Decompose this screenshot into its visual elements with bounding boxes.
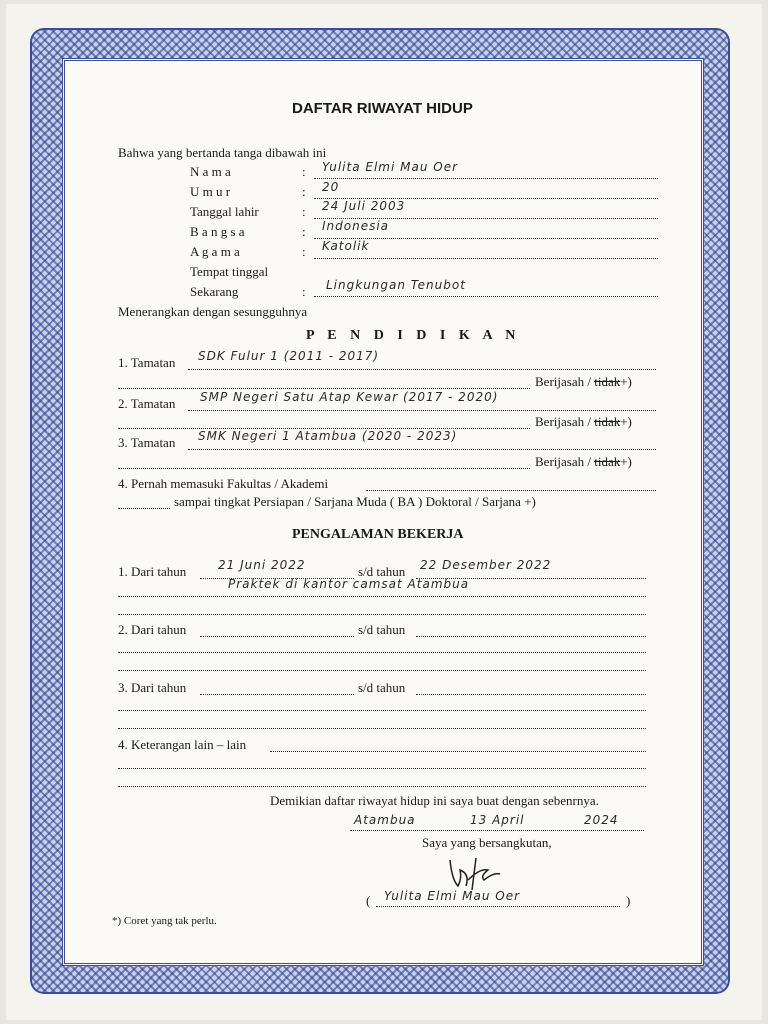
work-line (200, 694, 354, 695)
field-line (314, 296, 658, 297)
signature-name: Yulita Elmi Mau Oer (384, 889, 521, 903)
document-title: DAFTAR RIWAYAT HIDUP (292, 100, 473, 117)
education-value: SMP Negeri Satu Atap Kewar (2017 - 2020) (200, 390, 499, 404)
work-line (200, 636, 354, 637)
education-line (118, 468, 530, 469)
field-label-umur: U m u r (190, 184, 231, 199)
education-label: 2. Tamatan (118, 396, 176, 411)
paren-close: ) (626, 893, 631, 908)
paren-open: ( (366, 893, 371, 908)
field-colon: : (302, 244, 306, 259)
field-label-agama: A g a m a (190, 244, 240, 259)
work-line (118, 710, 646, 711)
work-line (118, 596, 646, 597)
work-label: 1. Dari tahun (118, 564, 187, 579)
field-value-nama: Yulita Elmi Mau Oer (322, 160, 459, 174)
work-line (118, 670, 646, 671)
berijasah-text: Berijasah / tidak+) (535, 454, 632, 469)
field-line (314, 178, 658, 179)
keterangan-line (118, 786, 646, 787)
work-line (118, 728, 646, 729)
sampai-text: sampai tingkat Persiapan / Sarjana Muda ( BA ) Doktoral / Sarjana +) (174, 494, 536, 509)
date-year: 2024 (584, 813, 619, 827)
work-label: 2. Dari tahun (118, 622, 187, 637)
work-sd: s/d tahun (358, 622, 406, 637)
education-label: 1. Tamatan (118, 355, 176, 370)
field-label-bangsa: B a n g s a (190, 224, 245, 239)
education-line (188, 449, 656, 450)
field-value-tanggal-lahir: 24 Juli 2003 (322, 199, 406, 213)
keterangan-line (118, 768, 646, 769)
work-line (416, 694, 646, 695)
fakultas-text: 4. Pernah memasuki Fakultas / Akademi (118, 476, 329, 491)
place: Atambua (354, 813, 416, 827)
work-label: 3. Dari tahun (118, 680, 187, 695)
field-value-umur: 20 (322, 180, 340, 194)
work-line (118, 614, 646, 615)
education-line (188, 369, 656, 370)
field-value-bangsa: Indonesia (322, 219, 390, 233)
field-line (314, 258, 658, 259)
closing-text: Demikian daftar riwayat hidup ini saya buat dengan sebenrnya. (270, 793, 599, 808)
berijasah-text: Berijasah / tidak+) (535, 374, 632, 389)
section-heading-pengalaman: PENGALAMAN BEKERJA (292, 527, 464, 542)
field-value-sekarang: Lingkungan Tenubot (326, 278, 466, 292)
intro-text: Bahwa yang bertanda tanga dibawah ini (118, 145, 327, 160)
menerangkan-text: Menerangkan dengan sesungguhnya (118, 304, 308, 319)
fakultas-line (366, 490, 656, 491)
field-label-nama: N a m a (190, 164, 231, 179)
field-label-tempat-tinggal: Tempat tinggal (190, 264, 269, 279)
work-from: 21 Juni 2022 (218, 558, 306, 572)
signature-line (376, 906, 620, 907)
work-line (118, 652, 646, 653)
field-label-tanggal-lahir: Tanggal lahir (190, 204, 259, 219)
field-colon: : (302, 204, 306, 219)
signature-scribble (440, 850, 510, 892)
keterangan-text: 4. Keterangan lain – lain (118, 737, 247, 752)
work-sd: s/d tahun (358, 564, 406, 579)
section-heading-pendidikan: P E N D I D I K A N (306, 328, 521, 343)
work-sd: s/d tahun (358, 680, 406, 695)
education-value: SMK Negeri 1 Atambua (2020 - 2023) (198, 429, 458, 443)
field-colon: : (302, 164, 306, 179)
date-day: 13 April (470, 813, 525, 827)
saya-text: Saya yang bersangkutan, (422, 835, 552, 850)
footnote: *) Coret yang tak perlu. (112, 915, 217, 927)
field-colon: : (302, 224, 306, 239)
field-label-sekarang: Sekarang (190, 284, 239, 299)
field-value-agama: Katolik (322, 239, 370, 253)
work-to: 22 Desember 2022 (420, 558, 552, 572)
field-colon: : (302, 284, 306, 299)
education-label: 3. Tamatan (118, 435, 176, 450)
education-line (188, 410, 656, 411)
place-date-line (350, 830, 644, 831)
field-colon: : (302, 184, 306, 199)
berijasah-text: Berijasah / tidak+) (535, 414, 632, 429)
sampai-line (118, 508, 170, 509)
work-detail: Praktek di kantor camsat Atambua (228, 577, 470, 591)
education-line (118, 388, 530, 389)
keterangan-line (270, 751, 646, 752)
education-value: SDK Fulur 1 (2011 - 2017) (198, 349, 380, 363)
work-line (416, 636, 646, 637)
